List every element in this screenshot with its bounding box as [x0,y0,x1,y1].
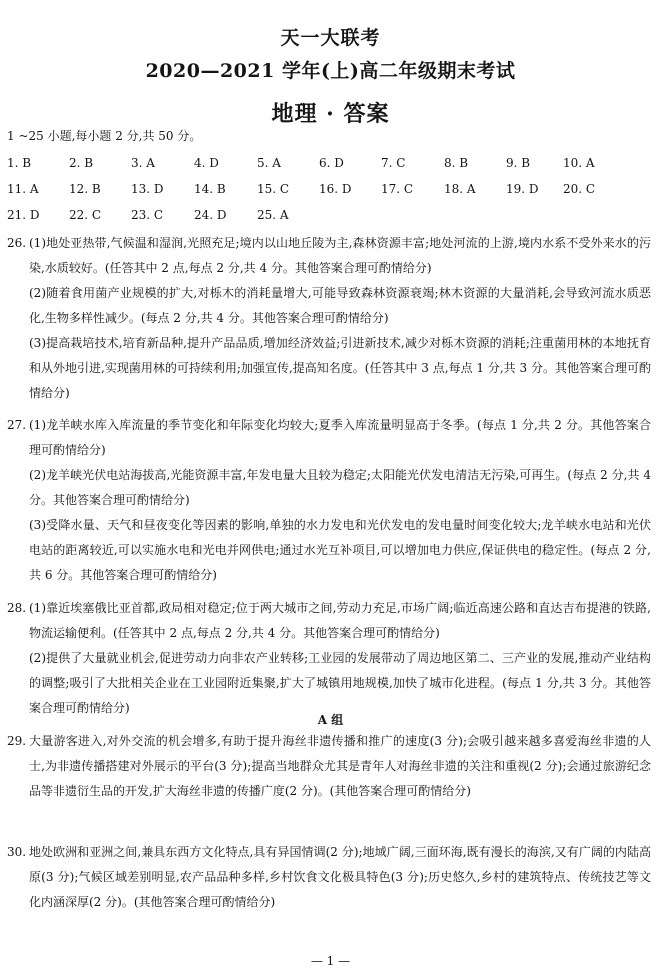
question-number: 29. [7,734,27,748]
question-number: 27. [7,418,27,432]
question-number: 30. [7,845,27,859]
question-number: 26. [7,236,27,250]
answer-item: 21. D [7,208,40,222]
question-28 [7,596,651,721]
page-number: — 1 — [310,954,351,968]
answer-item: 5. A [257,156,281,170]
answer-item: 3. A [131,156,155,170]
answer-part: (3)受降水量、天气和昼夜变化等因素的影响,单独的水力发电和光伏发电的发电量时间变化较大;龙羊峡水电站和光伏电站的距离较近,可以实施水电和光电并网供电;通过水光互补项目,可以增加电力供应,保证供电的稳定性。(每点 2 分,共 6 分。其他答案合理可酌情给分) [29,518,651,582]
answer-item: 1. B [7,156,32,170]
answer-part: (3)提高栽培技术,培育新品种,提升产品品质,增加经济效益;引进新技术,减少对栎木资源的消耗;注重菌用林的本地抚育和从外地引进,实现菌用林的可持续利用;加强宣传,提高知名度。(任答其中 3 点,每点 1 分,共 3 分。其他答案合理可酌情给分) [29,336,651,400]
answer-item: 22. C [69,208,102,222]
answer-item: 6. D [319,156,344,170]
subject-title: 地理 · 答案 [271,101,390,127]
question-30 [7,840,651,915]
answer-item: 13. D [131,182,164,196]
exam-organizer-title: 天一大联考 [280,27,381,49]
answer-part: (2)提供了大量就业机会,促进劳动力向非农产业转移;工业园的发展带动了周边地区第二、三产业的发展,推动产业结构的调整;吸引了大批相关企业在工业园附近集聚,扩大了城镇用地规模,加快了城市化进程。(每点 1 分,共 3 分。其他答案合理可酌情给分) [29,651,651,715]
exam-name-title: 2020—2021 学年(上)高二年级期末考试 [145,60,516,82]
question-29 [7,729,651,804]
answer-item: 12. B [69,182,101,196]
answer-item: 11. A [7,182,39,196]
answer-item: 7. C [381,156,406,170]
answer-item: 16. D [319,182,352,196]
answer-item: 19. D [506,182,539,196]
answer-part: (2)随着食用菌产业规模的扩大,对栎木的消耗量增大,可能导致森林资源衰竭;林木资源的大量消耗,会导致河流水质恶化,生物多样性减少。(每点 2 分,共 4 分。其他答案合理可酌情给分) [29,286,651,325]
answer-item: 9. B [506,156,531,170]
answer-item: 18. A [444,182,476,196]
answer-item: 15. C [257,182,290,196]
answer-item: 20. C [563,182,596,196]
answer-part: (1)龙羊峡水库入库流量的季节变化和年际变化均较大;夏季入库流量明显高于冬季。(每点 1 分,共 2 分。其他答案合理可酌情给分) [29,418,651,457]
answer-part: (2)龙羊峡光伏电站海拔高,光能资源丰富,年发电量大且较为稳定;太阳能光伏发电清洁无污染,可再生。(每点 2 分,共 4 分。其他答案合理可酌情给分) [29,468,651,507]
question-number: 28. [7,601,27,615]
group-a-heading: A 组 [317,713,344,727]
answer-item: 10. A [563,156,595,170]
answer-part: (1)地处亚热带,气候温和湿润,光照充足;境内以山地丘陵为主,森林资源丰富;地处河流的上游,境内水系不受外来水的污染,水质较好。(任答其中 2 点,每点 2 分,共 4 分。其他答案合理可酌情给分) [29,236,651,275]
answer-item: 14. B [194,182,226,196]
question-26 [7,231,651,406]
answer-item: 4. D [194,156,219,170]
answer-item: 24. D [194,208,227,222]
answer-item: 25. A [257,208,289,222]
answer-item: 2. B [69,156,94,170]
answer-item: 17. C [381,182,414,196]
scoring-intro: 1 ~25 小题,每小题 2 分,共 50 分。 [7,129,202,143]
answer-part: 大量游客进入,对外交流的机会增多,有助于提升海丝非遗传播和推广的速度(3 分);会吸引越来越多喜爱海丝非遗的人士,为非遗传播搭建对外展示的平台(3 分);提高当地群众尤其是青年人对海丝非遗的关注和重视(2 分);会通过旅游纪念品等非遗衍生品的开发,扩大海丝非遗的传播广度(2 分)。(其他答案合理可酌情给分) [29,734,651,798]
answer-part: (1)靠近埃塞俄比亚首都,政局相对稳定;位于两大城市之间,劳动力充足,市场广阔;临近高速公路和直达吉布提港的铁路,物流运输便利。(任答其中 2 点,每点 2 分,共 4 分。其他答案合理可酌情给分) [29,601,651,640]
answer-part: 地处欧洲和亚洲之间,兼具东西方文化特点,具有异国情调(2 分);地域广阔,三面环海,既有漫长的海滨,又有广阔的内陆高原(3 分);气候区域差别明显,农产品品种多样,乡村饮食文化极具特色(3 分);历史悠久,乡村的建筑特点、传统技艺等文化内涵深厚(2 分)。(其他答案合理可酌情给分) [29,845,651,909]
answer-item: 8. B [444,156,469,170]
question-27 [7,413,651,588]
answer-item: 23. C [131,208,164,222]
